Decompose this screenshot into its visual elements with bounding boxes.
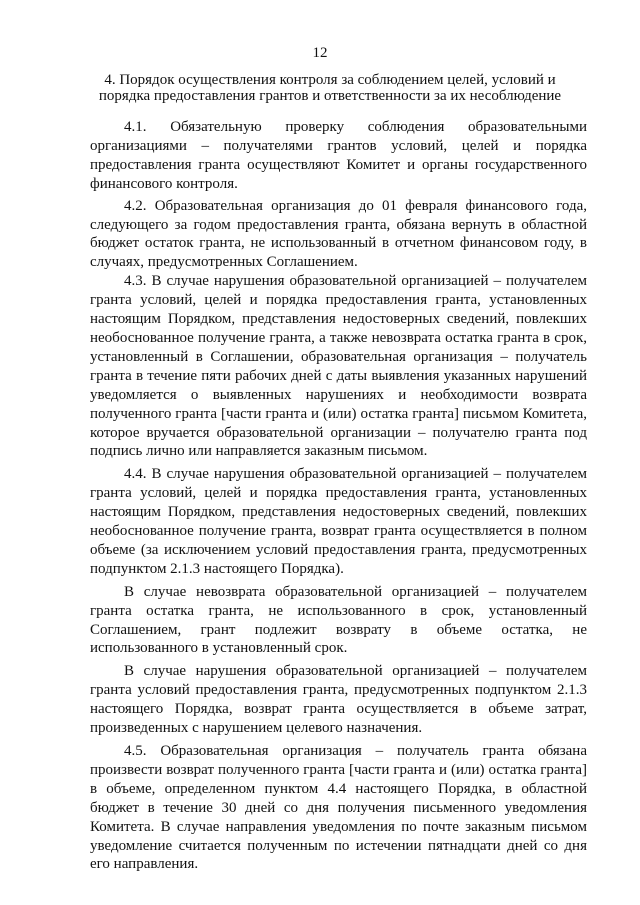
paragraph-4-4: 4.4. В случае нарушения образовательной организацией – получателем гранта условий, целей и порядка предоставления гранта, установленных настоящим Порядком, представления недостоверных сведений, повлекших необоснованное получение гранта, возврат гранта осуществляется в полном объеме (за исключением условий предоставления гранта, предусмотренных подпунктом 2.1.3 настоящего Порядка).: [90, 466, 587, 577]
paragraph-4-1: 4.1. Обязательную проверку соблюдения образовательными организациями – получателями грантов условий, целей и порядка предоставления гранта осуществляют Комитет и органы государственного финансового контроля.: [90, 119, 587, 192]
page-number: 12: [312, 45, 328, 61]
paragraph-4-5: 4.5. Образовательная организация – получатель гранта обязана произвести возврат полученного гранта [части гранта и (или) остатка гранта] в объеме, определенном пунктом 4.4 настоящего Порядка, в областной бюджет в течение 30 дней со дня получения письменного уведомления Комитета. В случае направления уведомления по почте заказным письмом уведомление считается полученным по истечении пятнадцати дней со дня его направления.: [90, 743, 587, 873]
paragraph-4-4-violation: В случае нарушения образовательной организацией – получателем гранта условий предоставления гранта, предусмотренных подпунктом 2.1.3 настоящего Порядка, возврат гранта осуществляется в объеме затрат, произведенных с нарушением целевого назначения.: [90, 663, 587, 737]
paragraph-4-2: 4.2. Образовательная организация до 01 февраля финансового года, следующего за годом предоставления гранта, обязана вернуть в областной бюджет остаток гранта, не использованный в отчетном финансовом году, в случаях, предусмотренных Соглашением.: [90, 197, 587, 271]
document-body: [90, 118, 587, 874]
paragraph-4-3: 4.3. В случае нарушения образовательной организацией – получателем гранта условий, целей и порядка предоставления гранта, установленных настоящим Порядком, представления недостоверных сведений, повлекших необоснованное получение гранта, а также невозврата остатка гранта в срок, установленный в Соглашении, образовательная организация – получатель гранта в течение пяти рабочих дней с даты выявления указанных нарушений уведомляется о выявленных нарушениях и необходимости возврата полученного гранта [части гранта и (или) остатка гранта] письмом Комитета, которое вручается образовательной организации – получателю гранта под подпись лично или направляется заказным письмом.: [90, 273, 587, 460]
paragraph-4-4-nonreturn: В случае невозврата образовательной организацией – получателем гранта остатка гранта, не использованного в срок, установленный Соглашением, грант подлежит возврату в объеме остатка, не использованного в установленный срок.: [90, 583, 587, 657]
section-title: 4. Порядок осуществления контроля за соблюдением целей, условий и порядка предоставления грантов и ответственности за их несоблюдение: [98, 72, 562, 104]
